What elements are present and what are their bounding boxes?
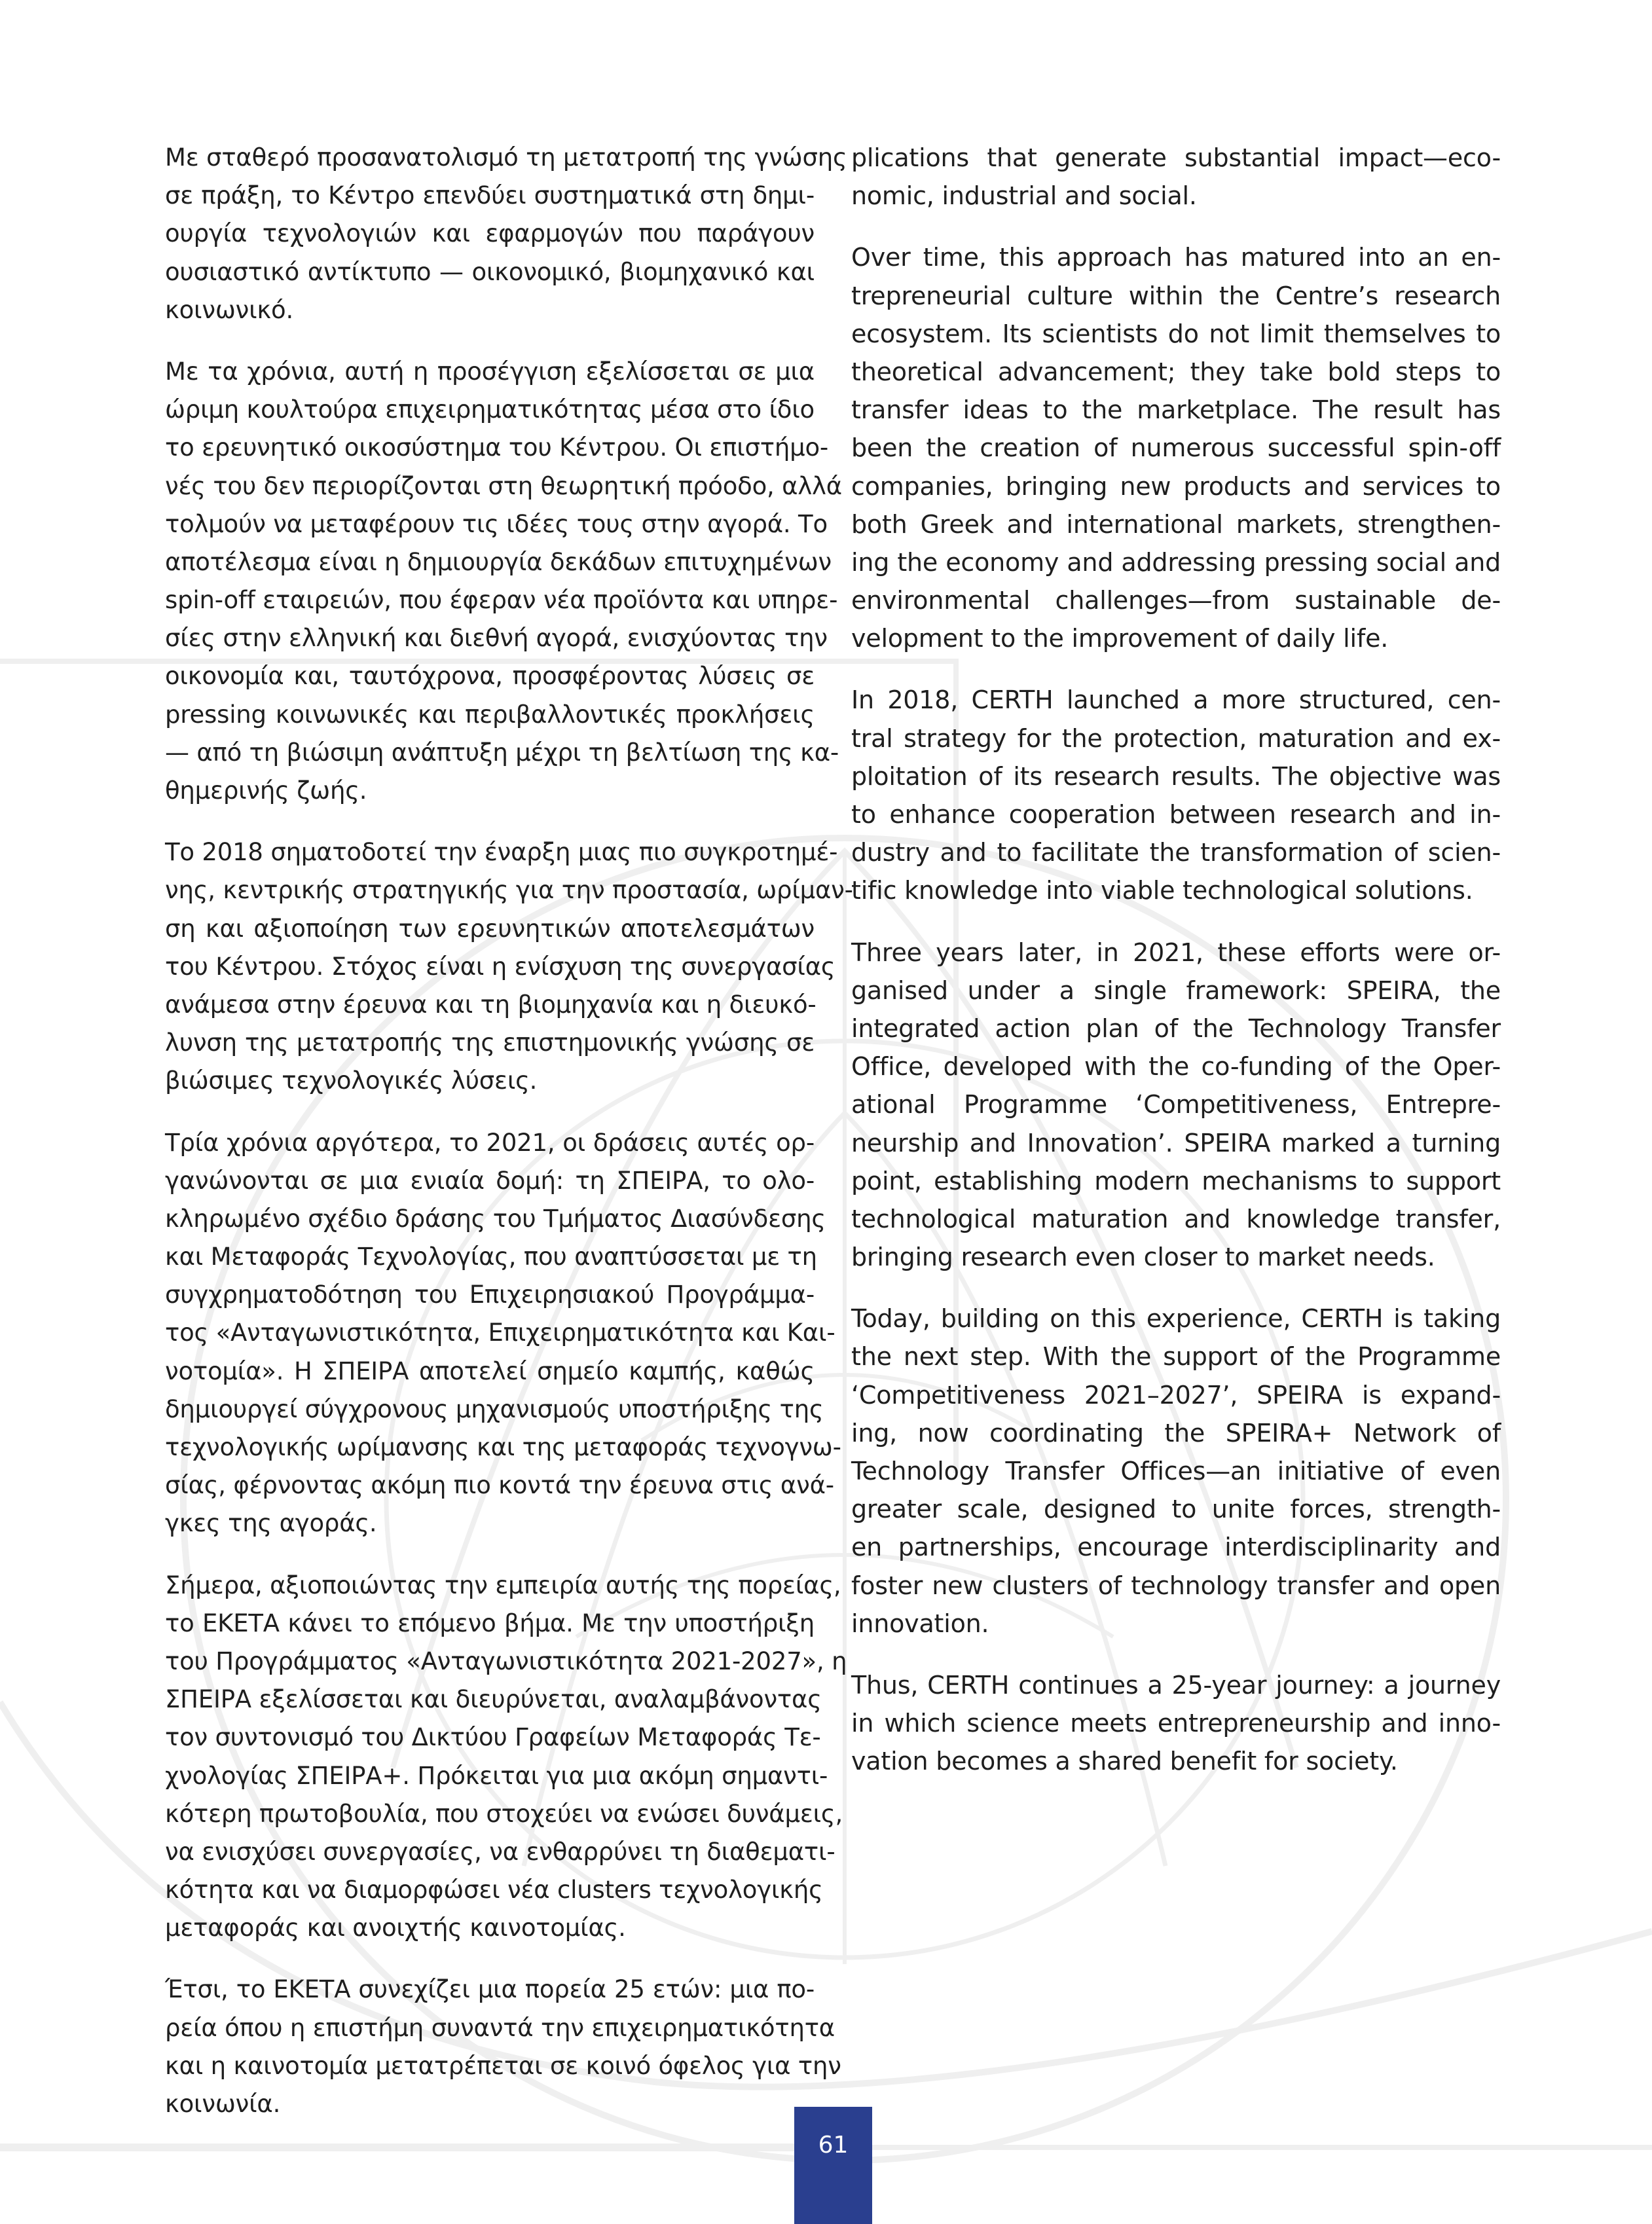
text-line: Office, developed with the co-funding of the Oper- — [851, 1052, 1501, 1082]
text-line: ploitation of its research results. The objective was — [851, 761, 1501, 791]
english-paragraph-2 — [851, 238, 1501, 657]
text-line: νοτομία». Η ΣΠΕΙΡΑ αποτελεί σημείο καμπής, καθώς — [165, 1357, 815, 1385]
text-line: του Προγράμματος «Ανταγωνιστικότητα 2021-2027», η — [165, 1647, 847, 1675]
english-paragraph-6 — [851, 1666, 1501, 1781]
page-number: 61 — [818, 2132, 849, 2159]
text-line: αποτέλεσμα είναι η δημιουργία δεκάδων επιτυχημένων — [165, 547, 832, 576]
greek-paragraph-5 — [165, 1567, 847, 1948]
text-line: vation becomes a shared benefit for society. — [851, 1747, 1398, 1776]
greek-paragraph-6 — [165, 1971, 841, 2123]
text-line: γκες της αγοράς. — [165, 1509, 377, 1538]
text-line: και Μεταφοράς Τεχνολογίας, που αναπτύσσεται με τη — [165, 1243, 817, 1271]
greek-paragraph-1 — [165, 139, 847, 329]
text-line: ing, now coordinating the SPEIRA+ Network of — [851, 1418, 1501, 1448]
english-paragraph-5 — [851, 1300, 1501, 1643]
text-line: ganised under a single framework: SPEIRA, the — [851, 975, 1501, 1005]
text-line: δημιουργεί σύγχρονους μηχανισμούς υποστήριξης της — [165, 1395, 824, 1423]
text-line: both Greek and international markets, strengthen- — [851, 509, 1501, 539]
english-paragraph-3 — [851, 681, 1501, 909]
text-line: greater scale, designed to unite forces, strength- — [851, 1495, 1501, 1524]
text-line: Thus, CERTH continues a 25-year journey: a journey — [851, 1670, 1501, 1700]
text-line: point, establishing modern mechanisms to support — [851, 1166, 1501, 1195]
text-line: κοινωνία. — [165, 2090, 281, 2118]
text-line: ουσιαστικό αντίκτυπο — οικονομικό, βιομηχανικό και — [165, 257, 815, 286]
text-line: spin-off εταιρειών, που έφεραν νέα προϊόντα και υπηρε- — [165, 586, 838, 615]
text-line: νές του δεν περιορίζονται στη θεωρητική πρόοδο, αλλά — [165, 471, 842, 500]
text-line: Technology Transfer Offices—an initiative of even — [851, 1457, 1501, 1486]
english-paragraph-4 — [851, 934, 1501, 1277]
text-line: ecosystem. Its scientists do not limit themselves to — [851, 319, 1501, 348]
text-line: κοινωνικό. — [165, 295, 294, 324]
text-line: τολμούν να μεταφέρουν τις ιδέες τους στην αγορά. Το — [165, 509, 828, 538]
text-line: Έτσι, το ΕΚΕΤΑ συνεχίζει μια πορεία 25 ετών: μια πο- — [165, 1975, 815, 2004]
text-line: the next step. With the support of the Programme — [851, 1342, 1501, 1372]
text-line: οικονομία και, ταυτόχρονα, προσφέροντας λύσεις σε — [165, 662, 815, 691]
text-line: σε πράξη, το Κέντρο επενδύει συστηματικά στη δημι- — [165, 181, 815, 210]
text-line: Three years later, in 2021, these efforts were or- — [851, 938, 1501, 967]
text-line: θημερινής ζωής. — [165, 776, 367, 805]
text-line: τον συντονισμό του Δικτύου Γραφείων Μεταφοράς Τε- — [165, 1723, 821, 1752]
text-line: plications that generate substantial impact—eco- — [851, 143, 1501, 172]
text-line: Today, building on this experience, CERTH is taking — [851, 1304, 1501, 1334]
text-line: tral strategy for the protection, maturation and ex- — [851, 723, 1501, 753]
text-line: συγχρηματοδότηση του Επιχειρησιακού Προγράμμα- — [165, 1281, 815, 1309]
text-line: το ΕΚΕΤΑ κάνει το επόμενο βήμα. Με την υποστήριξη — [165, 1609, 815, 1637]
text-line: dustry and to facilitate the transformation of scien- — [851, 838, 1501, 867]
text-line: trepreneurial culture within the Centre’s research — [851, 281, 1501, 310]
text-line: pressing κοινωνικές και περιβαλλοντικές προκλήσεις — [165, 700, 815, 729]
text-line: technological maturation and knowledge transfer, — [851, 1204, 1501, 1233]
greek-paragraph-3 — [165, 833, 853, 1100]
text-line: ‘Competitiveness 2021–2027’, SPEIRA is expand- — [851, 1380, 1501, 1410]
text-line: του Κέντρου. Στόχος είναι η ενίσχυση της συνεργασίας — [165, 952, 835, 981]
text-line: tific knowledge into viable technological solutions. — [851, 876, 1473, 905]
text-line: Over time, this approach has matured into an en- — [851, 243, 1501, 272]
text-line: — από τη βιώσιμη ανάπτυξη μέχρι τη βελτίωση της κα- — [165, 738, 839, 767]
text-line: Σήμερα, αξιοποιώντας την εμπειρία αυτής της πορείας, — [165, 1571, 841, 1599]
text-line: bringing research even closer to market needs. — [851, 1243, 1435, 1272]
text-line: σίας, φέρνοντας ακόμη πιο κοντά την έρευνα στις ανά- — [165, 1471, 834, 1500]
text-line: ουργία τεχνολογιών και εφαρμογών που παράγουν — [165, 219, 815, 248]
text-line: Το 2018 σηματοδοτεί την έναρξη μιας πιο συγκροτημέ- — [165, 838, 838, 867]
text-line: ΣΠΕΙΡΑ εξελίσσεται και διευρύνεται, αναλαμβάνοντας — [165, 1685, 822, 1714]
text-line: Με σταθερό προσανατολισμό τη μετατροπή της γνώσης — [165, 143, 847, 172]
text-line: ανάμεσα στην έρευνα και τη βιομηχανία και η διευκό- — [165, 990, 817, 1019]
text-line: βιώσιμες τεχνολογικές λύσεις. — [165, 1066, 538, 1095]
text-line: κότερη πρωτοβουλία, που στοχεύει να ενώσει δυνάμεις, — [165, 1799, 843, 1828]
text-line: ρεία όπου η επιστήμη συναντά την επιχειρηματικότητα — [165, 2013, 835, 2042]
text-line: foster new clusters of technology transfer and open — [851, 1571, 1501, 1600]
english-paragraph-1 — [851, 139, 1501, 215]
text-line: μεταφοράς και ανοιχτής καινοτομίας. — [165, 1914, 626, 1942]
text-line: en partnerships, encourage interdisciplinarity and — [851, 1533, 1501, 1562]
text-line: ing the economy and addressing pressing social and — [851, 547, 1501, 577]
greek-paragraph-2 — [165, 353, 842, 810]
text-line: χνολογίας ΣΠΕΙΡΑ+. Πρόκειται για μια ακόμη σημαντι- — [165, 1761, 828, 1790]
text-line: ational Programme ‘Competitiveness, Entrepre- — [851, 1090, 1501, 1120]
text-line: velopment to the improvement of daily life. — [851, 624, 1389, 653]
text-line: να ενισχύσει συνεργασίες, να ενθαρρύνει τη διαθεματι- — [165, 1837, 835, 1866]
text-line: innovation. — [851, 1609, 989, 1638]
text-line: το ερευνητικό οικοσύστημα του Κέντρου. Οι επιστήμο- — [165, 433, 829, 462]
text-line: γανώνονται σε μια ενιαία δομή: τη ΣΠΕΙΡΑ, το ολο- — [165, 1166, 815, 1195]
text-line: λυνση της μετατροπής της επιστημονικής γνώσης σε — [165, 1029, 815, 1057]
text-line: transfer ideas to the marketplace. The result has — [851, 395, 1501, 425]
text-line: κότητα και να διαμορφώσει νέα clusters τεχνολογικής — [165, 1876, 823, 1905]
text-line: σίες στην ελληνική και διεθνή αγορά, ενισχύοντας την — [165, 624, 828, 653]
text-line: to enhance cooperation between research and in- — [851, 800, 1501, 829]
text-line: been the creation of numerous successful spin-off — [851, 433, 1501, 463]
text-line: και η καινοτομία μετατρέπεται σε κοινό όφελος για την — [165, 2051, 841, 2080]
text-line: κληρωμένο σχέδιο δράσης του Τμήματος Διασύνδεσης — [165, 1204, 826, 1233]
english-text-column — [851, 139, 1501, 1804]
text-line: τος «Ανταγωνιστικότητα, Επιχειρηματικότητα και Και- — [165, 1319, 835, 1347]
page-number-badge — [794, 2107, 872, 2224]
greek-paragraph-4 — [165, 1124, 841, 1543]
text-line: ώριμη κουλτούρα επιχειρηματικότητας μέσα στο ίδιο — [165, 395, 815, 424]
text-line: In 2018, CERTH launched a more structured, cen- — [851, 685, 1501, 715]
text-line: companies, bringing new products and services to — [851, 471, 1501, 501]
text-line: τεχνολογικής ωρίμανσης και της μεταφοράς τεχνογνω- — [165, 1433, 841, 1461]
text-line: theoretical advancement; they take bold steps to — [851, 357, 1501, 386]
text-line: nomic, industrial and social. — [851, 181, 1197, 211]
text-line: Με τα χρόνια, αυτή η προσέγγιση εξελίσσεται σε μια — [165, 357, 815, 386]
text-line: neurship and Innovation’. SPEIRA marked a turning — [851, 1128, 1501, 1158]
text-line: Τρία χρόνια αργότερα, το 2021, οι δράσεις αυτές ορ- — [165, 1128, 815, 1157]
text-line: environmental challenges—from sustainable de- — [851, 586, 1501, 615]
text-line: ση και αξιοποίηση των ερευνητικών αποτελεσμάτων — [165, 914, 815, 943]
text-line: in which science meets entrepreneurship and inno- — [851, 1709, 1501, 1738]
text-line: νης, κεντρικής στρατηγικής για την προστασία, ωρίμαν- — [165, 876, 853, 905]
text-line: integrated action plan of the Technology Transfer — [851, 1013, 1501, 1043]
